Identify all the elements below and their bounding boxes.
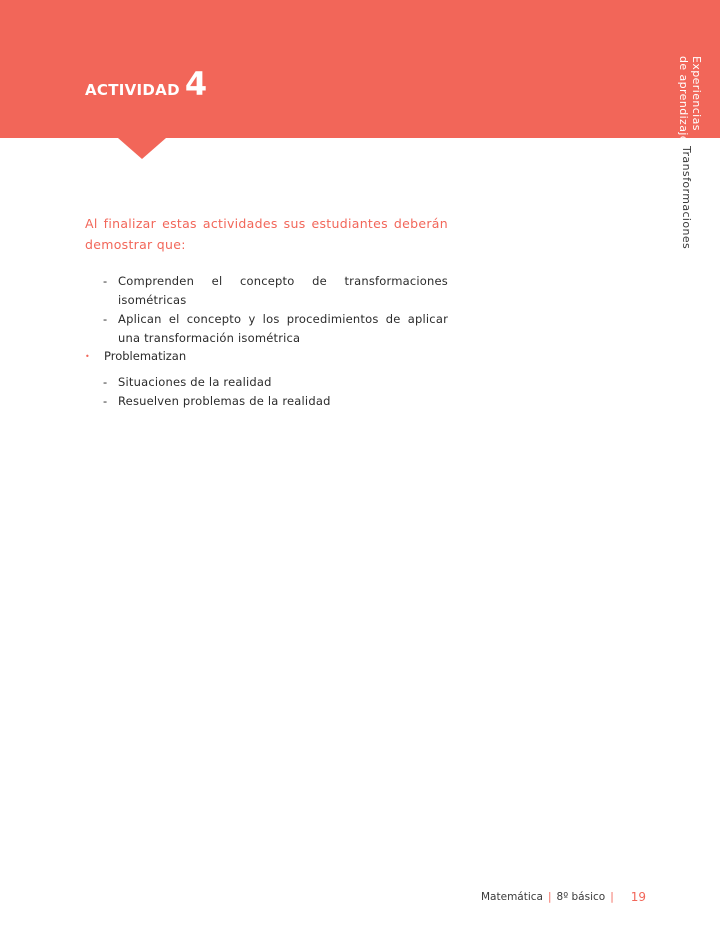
activity-title bbox=[85, 65, 208, 103]
intro-text: Al finalizar estas actividades sus estudiantes deberán demostrar que: bbox=[85, 216, 448, 252]
list-item-text: Comprenden el concepto de transformaciones isométricas bbox=[118, 274, 448, 307]
list-item bbox=[103, 392, 448, 411]
list-item-text: Resuelven problemas de la realidad bbox=[118, 394, 331, 408]
bullet-icon: • bbox=[85, 352, 90, 361]
footer-grade: 8º básico bbox=[556, 891, 606, 903]
list-item bbox=[103, 272, 448, 310]
dash-marker: - bbox=[103, 375, 108, 389]
dash-marker: - bbox=[103, 274, 108, 288]
dash-marker: - bbox=[103, 312, 108, 326]
main-bullet-label: Problematizan bbox=[104, 349, 187, 363]
list-item-text: Aplican el concepto y los procedimientos de aplicar una transformación isométrica bbox=[118, 312, 448, 345]
dash-marker: - bbox=[103, 394, 108, 408]
side-label-experiencias bbox=[677, 56, 703, 143]
sub-list bbox=[103, 373, 448, 411]
list-item-text: Situaciones de la realidad bbox=[118, 375, 272, 389]
side-label-line2: de aprendizaje bbox=[677, 56, 690, 143]
header-notch bbox=[118, 138, 166, 159]
page-number: 19 bbox=[630, 890, 647, 904]
footer-separator: | bbox=[547, 891, 552, 903]
activity-word: ACTIVIDAD bbox=[85, 81, 180, 99]
footer-separator: | bbox=[610, 891, 614, 903]
side-label-section: Transformaciones bbox=[680, 146, 693, 250]
side-label-line1: Experiencias bbox=[690, 56, 703, 131]
list-item bbox=[103, 373, 448, 392]
footer-subject: Matemática bbox=[481, 891, 543, 903]
list-item bbox=[103, 310, 448, 348]
page-footer bbox=[481, 890, 646, 904]
activity-number: 4 bbox=[184, 65, 208, 103]
objectives-list bbox=[103, 272, 448, 348]
